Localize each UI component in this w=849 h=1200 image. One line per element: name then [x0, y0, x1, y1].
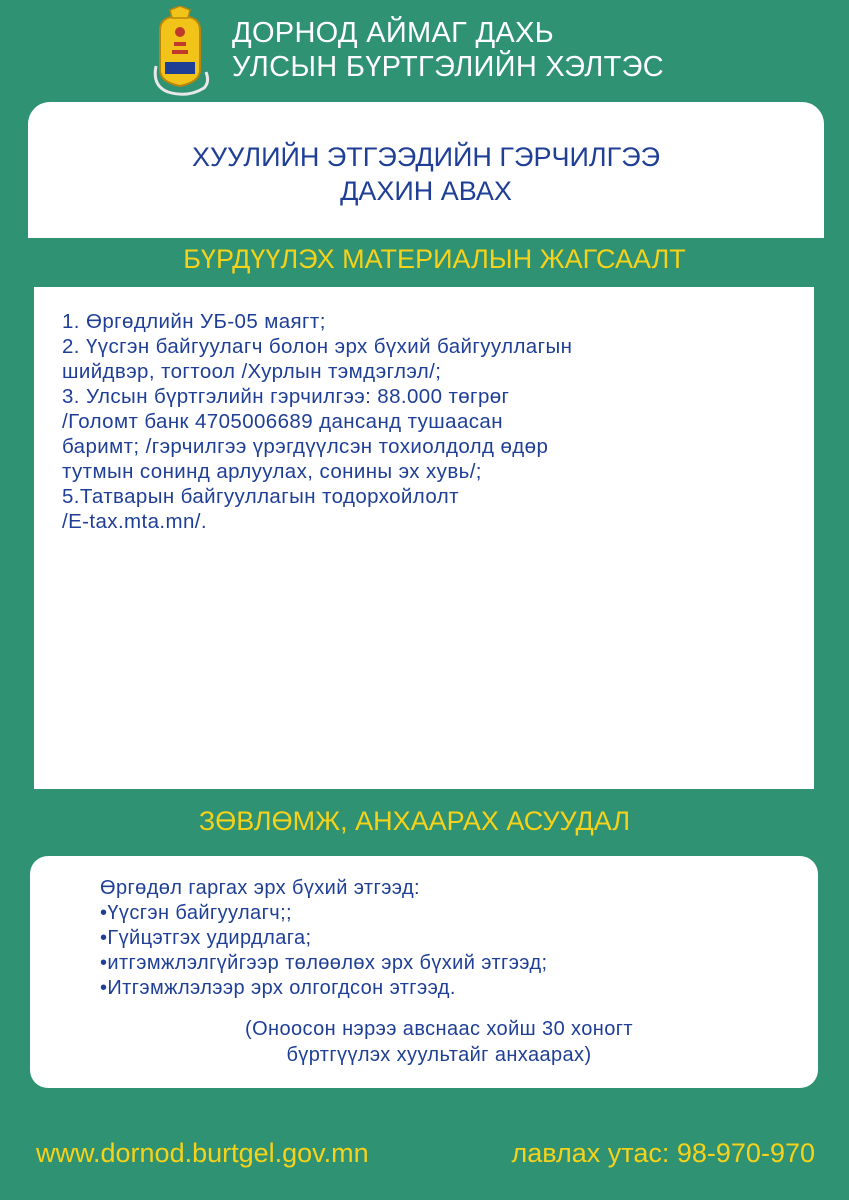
list-item: /E-tax.mta.mn/.	[62, 510, 207, 533]
materials-list	[62, 309, 794, 534]
list-item: 3. Улсын бүртгэлийн гэрчилгээ: 88.000 төгрөг	[62, 385, 510, 408]
organization-name-line1: ДОРНОД АЙМАГ ДАХЬ	[232, 17, 555, 49]
service-title	[28, 140, 824, 208]
advice-note	[30, 1016, 818, 1068]
website-link[interactable]: www.dornod.burtgel.gov.mn	[36, 1138, 369, 1168]
advice-note-line2: бүртгүүлэх хуультайг анхаарах)	[286, 1044, 592, 1066]
state-registration-logo	[148, 6, 212, 96]
list-item: 5.Татварын байгууллагын тодорхойлолт	[62, 485, 459, 508]
organization-name	[232, 16, 664, 84]
list-item: •итгэмжлэлгүйгээр төлөөлөх эрх бүхий этгээд;	[100, 952, 548, 974]
service-title-line2: ДАХИН АВАХ	[340, 176, 512, 206]
advice-heading: ЗӨВЛӨМЖ, АНХААРАХ АСУУДАЛ	[198, 806, 631, 836]
list-item: тутмын сонинд арлуулах, сонины эх хувь/;	[62, 460, 482, 483]
advice-card	[30, 856, 818, 1088]
list-item: •Гүйцэтгэх удирдлага;	[100, 927, 312, 949]
list-item: •Итгэмжлэлээр эрх олгогдсон этгээд.	[100, 977, 456, 999]
materials-heading: БҮРДҮҮЛЭХ МАТЕРИАЛЫН ЖАГСААЛТ	[183, 244, 686, 274]
service-title-card	[28, 102, 824, 238]
service-title-line1: ХУУЛИЙН ЭТГЭЭДИЙН ГЭРЧИЛГЭЭ	[191, 142, 661, 172]
organization-name-line2: УЛСЫН БҮРТГЭЛИЙН ХЭЛТЭС	[232, 51, 664, 83]
list-item: •Үүсгэн байгуулагч;;	[100, 902, 292, 924]
list-item: 2. Үүсгэн байгуулагч болон эрх бүхий байгууллагын	[62, 335, 573, 358]
materials-card	[34, 287, 814, 789]
list-item: шийдвэр, тогтоол /Хурлын тэмдэглэл/;	[62, 360, 442, 383]
phone-info: лавлах утас: 98-970-970	[511, 1138, 815, 1168]
list-item: 1. Өргөдлийн УБ-05 маягт;	[62, 310, 326, 333]
advice-note-line1: (Оноосон нэрээ авснаас хойш 30 хоногт	[245, 1018, 633, 1040]
list-item: баримт; /гэрчилгээ үрэгдүүлсэн тохиолдолд өдөр	[62, 435, 549, 458]
advice-list	[100, 876, 548, 1001]
list-item: /Голомт банк 4705006689 дансанд тушаасан	[62, 410, 503, 433]
list-item: Өргөдөл гаргах эрх бүхий этгээд:	[100, 877, 420, 899]
